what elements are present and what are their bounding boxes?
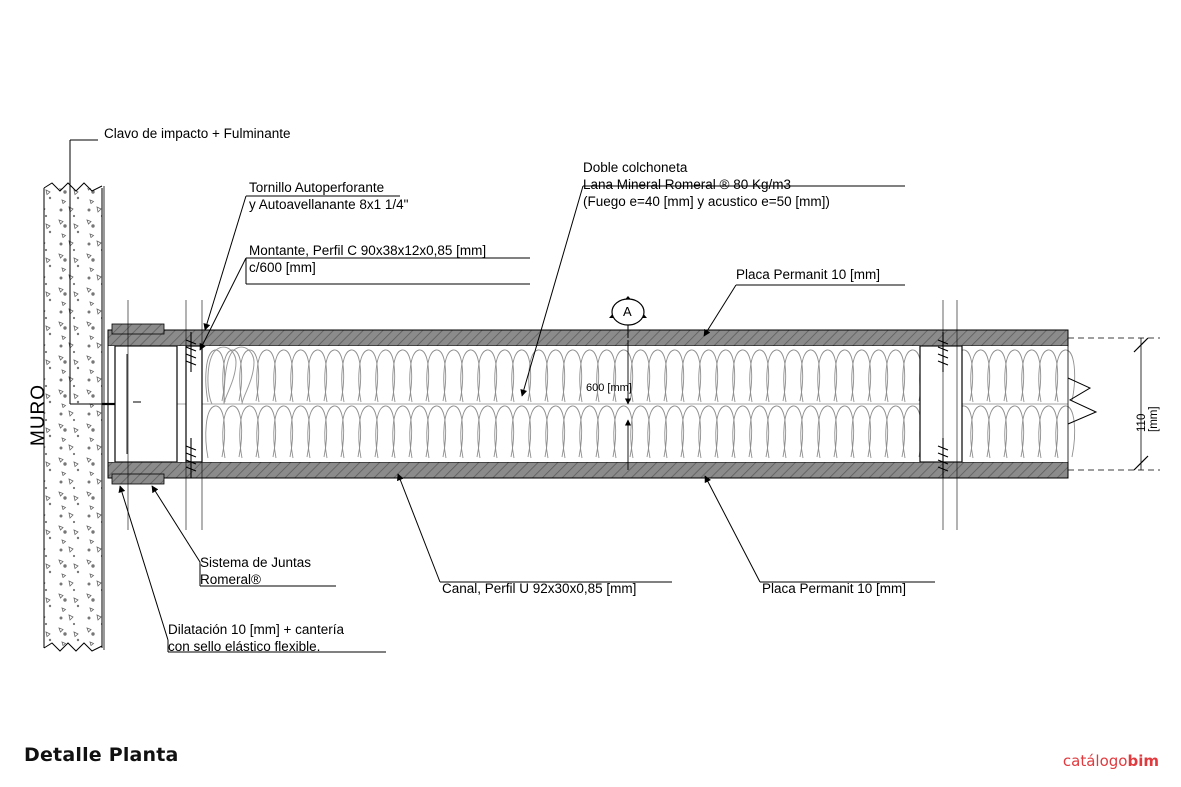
dimension-label-600: 600 [mm] [586, 382, 632, 394]
dimension-label-110: 110 [mm] [1136, 406, 1160, 432]
page-title: Detalle Planta [24, 744, 179, 766]
label-tornillo-line2: y Autoavellanante 8x1 1/4" [249, 197, 409, 212]
stud-left [115, 346, 177, 462]
joint-pad-bottom [112, 474, 164, 484]
brand-suffix: bim [1127, 752, 1159, 770]
label-placa-permanit-bottom: Placa Permanit 10 [mm] [762, 581, 907, 596]
concrete-wall [44, 183, 102, 651]
label-canal: Canal, Perfil U 92x30x0,85 [mm] [442, 581, 637, 596]
label-juntas-line1: Sistema de Juntas [200, 555, 312, 570]
break-line [1068, 378, 1096, 424]
label-placa-permanit-top: Placa Permanit 10 [mm] [736, 267, 881, 282]
stud-right [920, 346, 962, 462]
section-bubble-label: A [623, 304, 632, 319]
label-dilatacion-line1: Dilatación 10 [mm] + cantería [168, 622, 344, 637]
stud-middle [186, 346, 202, 462]
label-juntas-line2: Romeral® [200, 572, 261, 587]
label-tornillo-line1: Tornillo Autoperforante [249, 180, 385, 195]
label-clavo-impacto: Clavo de impacto + Fulminante [104, 126, 291, 141]
placa-permanit-top [108, 330, 1068, 346]
joint-pad-top [112, 324, 164, 334]
label-dilatacion-line2: con sello elástico flexible. [168, 639, 321, 654]
label-montante-line2: c/600 [mm] [249, 260, 316, 275]
label-colchoneta-line1: Doble colchoneta [583, 160, 688, 175]
placa-permanit-bottom [108, 462, 1068, 478]
label-colchoneta-line2: Lana Mineral Romeral ® 80 Kg/m3 [583, 177, 792, 192]
label-muro: MURO [28, 383, 49, 446]
label-montante-line1: Montante, Perfil C 90x38x12x0,85 [mm] [249, 243, 487, 258]
brand-logo [1063, 752, 1159, 770]
label-colchoneta-line3: (Fuego e=40 [mm] y acustico e=50 [mm]) [583, 194, 830, 209]
brand-prefix: catálogo [1062, 752, 1128, 770]
